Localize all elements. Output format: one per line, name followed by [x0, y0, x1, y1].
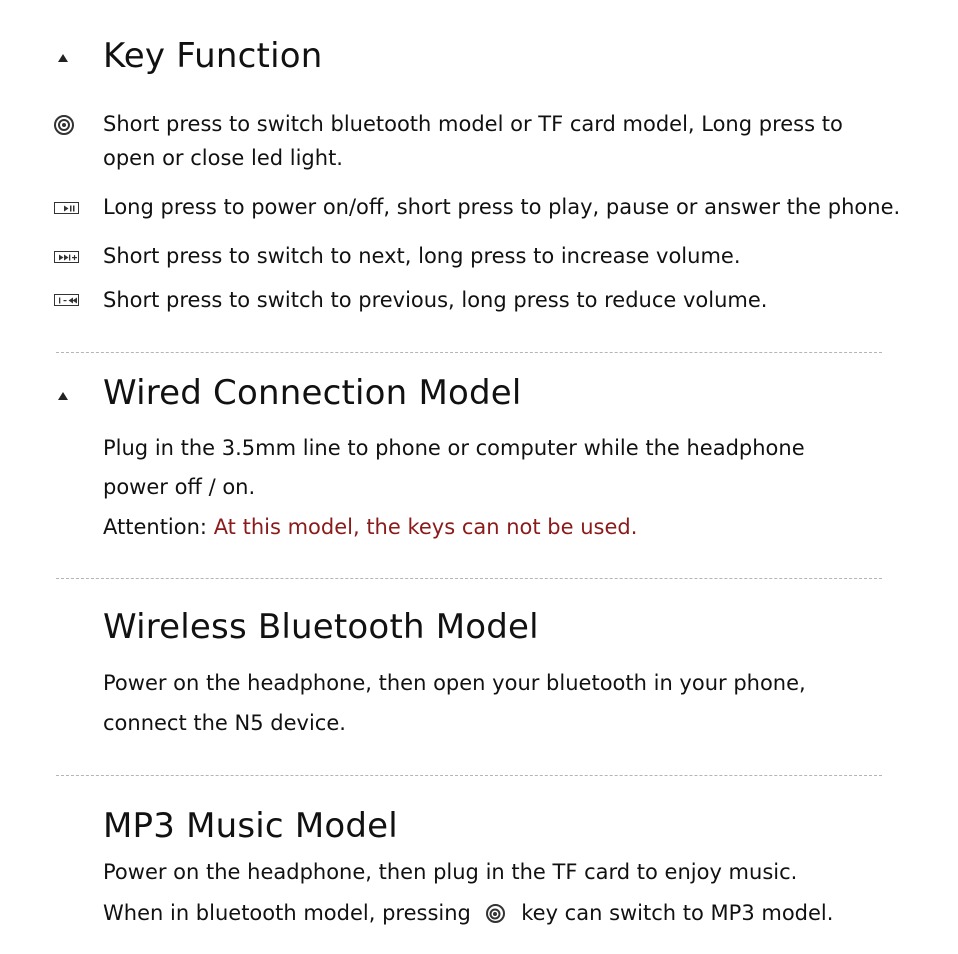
- bluetooth-description-line: connect the N5 device.: [103, 711, 346, 735]
- attention-text: At this model, the keys can not be used.: [213, 515, 638, 539]
- section-divider: [56, 775, 882, 776]
- section-title-mp3: MP3 Music Model: [103, 806, 398, 846]
- section-bullet-icon: [58, 392, 68, 400]
- mode-button-icon: [486, 904, 505, 923]
- mp3-line2-before: When in bluetooth model, pressing: [103, 901, 471, 925]
- bluetooth-description-line: Power on the headphone, then open your bluetooth in your phone,: [103, 671, 806, 695]
- key-description-line: Short press to switch to previous, long press to reduce volume.: [103, 288, 768, 312]
- attention-line: [103, 517, 637, 538]
- mp3-description-line: Power on the headphone, then plug in the TF card to enjoy music.: [103, 860, 798, 884]
- previous-key-icon: [54, 294, 79, 306]
- wired-description-line: Plug in the 3.5mm line to phone or computer while the headphone: [103, 436, 805, 460]
- key-description-line: Short press to switch to next, long press to increase volume.: [103, 244, 741, 268]
- section-title-key-function: Key Function: [103, 36, 323, 76]
- section-title-wired: Wired Connection Model: [103, 373, 522, 413]
- section-divider: [56, 578, 882, 579]
- mode-button-icon: [54, 115, 74, 135]
- mp3-description-line: [103, 903, 833, 924]
- section-divider: [56, 352, 882, 353]
- key-description-line: Short press to switch bluetooth model or TF card model, Long press to: [103, 112, 843, 136]
- play-pause-key-icon: [54, 202, 79, 214]
- key-description-line: Long press to power on/off, short press to play, pause or answer the phone.: [103, 195, 901, 219]
- section-title-bluetooth: Wireless Bluetooth Model: [103, 607, 539, 647]
- wired-description-line: power off / on.: [103, 475, 256, 499]
- key-description-line: open or close led light.: [103, 146, 343, 170]
- mp3-line2-after: key can switch to MP3 model.: [521, 901, 834, 925]
- next-key-icon: [54, 251, 79, 263]
- attention-label: Attention:: [103, 515, 207, 539]
- section-bullet-icon: [58, 54, 68, 62]
